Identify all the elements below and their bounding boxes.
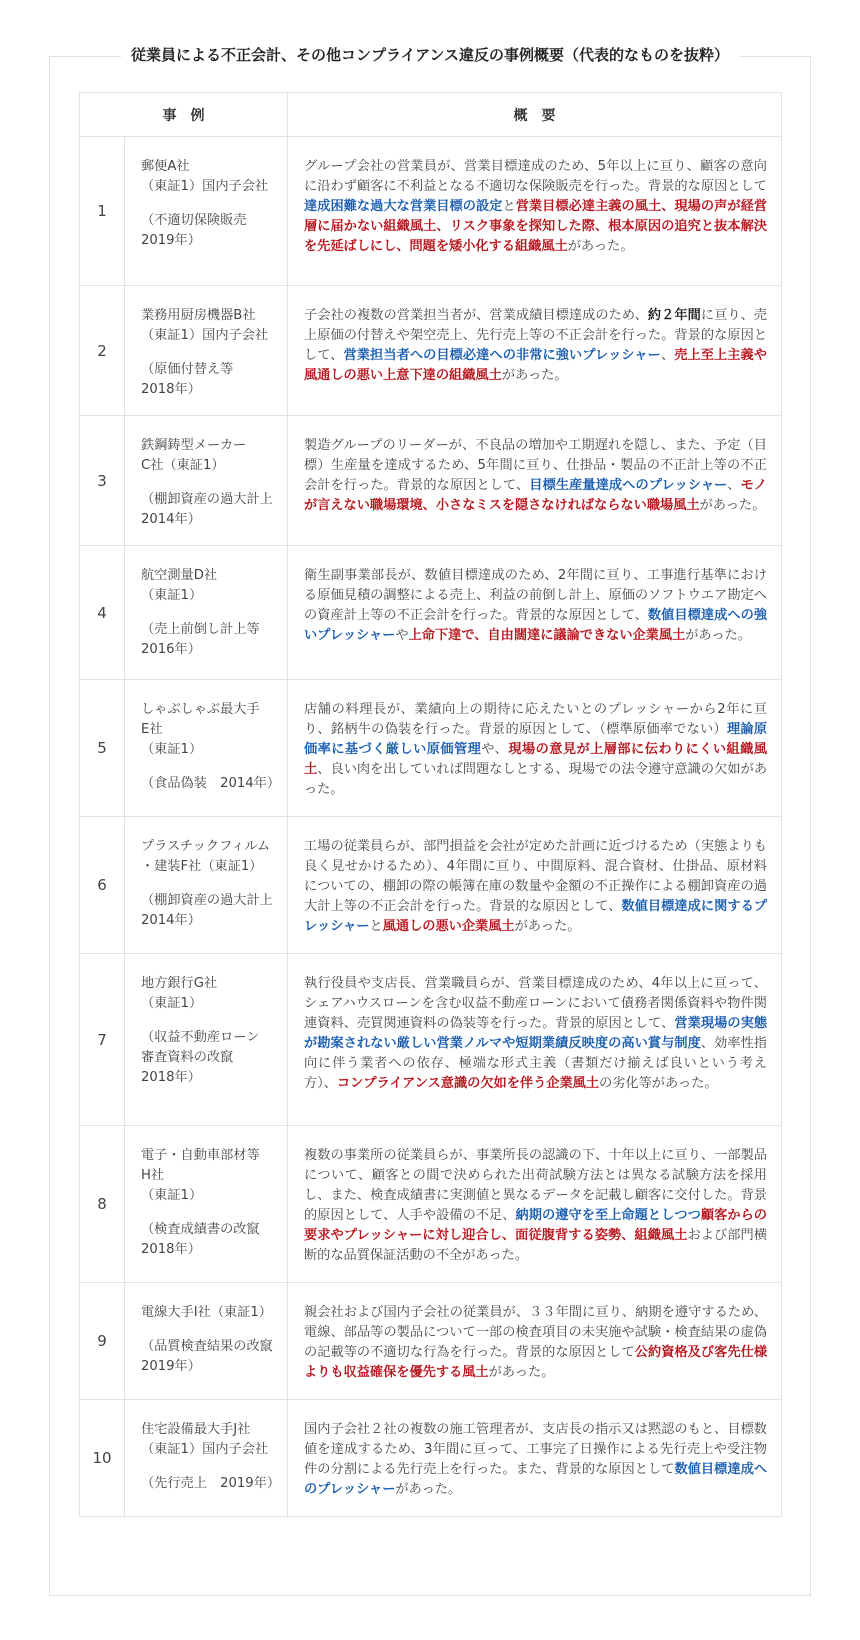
summary-text: 衛生副事業部長が、数値目標達成のため、2年間に亘り、工事進行基準における原価見積の調整による売上、利益の前倒し計上、原価のソフトウエア勘定への資産計上等の不正会計を行った。背景的な原因として、 <box>304 568 767 623</box>
summary-text: 工場の従業員らが、部門損益を会社が定めた計画に近づけるため（実態よりも良く見せかけるため）、4年間に亘り、中間原料、混合資材、仕掛品、原材料についての、棚卸の際の帳簿在庫の数量や金額の不正操作による棚卸資産の過大計上等の不正会計を行った。背景的な原因として、 <box>304 839 767 914</box>
case-type-line: （品質検査結果の改竄 <box>141 1339 273 1354</box>
pressure-highlight: 数値目標達成に関するプレッシャー <box>304 899 768 934</box>
case-summary <box>288 817 782 954</box>
company-name-line: 電線大手I社（東証1） <box>141 1305 272 1320</box>
pressure-highlight: 数値目標達成へのプレッシャー <box>304 1462 768 1497</box>
summary-text: があった。 <box>488 1365 555 1380</box>
company-name-line: （東証1）国内子会社 <box>141 179 269 194</box>
company-name-line: 鉄鋼鋳型メーカー <box>141 438 247 453</box>
summary-text: があった。 <box>395 1482 462 1497</box>
case-summary <box>288 546 782 680</box>
case-number: 3 <box>80 416 125 546</box>
case-number: 9 <box>80 1283 125 1400</box>
summary-text: 、良い肉を出していれば問題なしとする、現場での法令遵守意識の欠如があった。 <box>304 762 768 797</box>
spacer <box>141 1323 279 1337</box>
culture-highlight: モノが言えない職場環境、小さなミスを隠さなければならない職場風土 <box>304 478 767 513</box>
summary-text: 、 <box>660 348 675 363</box>
table-row <box>80 1400 782 1517</box>
summary-text: および部門横断的な品質保証活動の不全があった。 <box>304 1228 768 1263</box>
case-type-line: （棚卸資産の過大計上 <box>141 492 273 507</box>
company-name-line: プラスチックフィルム <box>141 839 271 854</box>
case-type-line: 2014年） <box>141 913 201 928</box>
case-type-line: 2016年） <box>141 642 201 657</box>
case-company <box>125 954 288 1126</box>
culture-highlight: 上命下達で、自由闊達に議論できない企業風土 <box>408 628 686 643</box>
summary-text: があった。 <box>501 368 568 383</box>
case-summary <box>288 954 782 1126</box>
company-name-line: （東証1） <box>141 996 203 1011</box>
case-type-line: （食品偽装 2014年） <box>141 776 281 791</box>
case-company <box>125 817 288 954</box>
company-name-line: （東証1）国内子会社 <box>141 328 269 343</box>
case-type-line: 2019年） <box>141 233 201 248</box>
pressure-highlight: 数値目標達成への強いプレッシャー <box>304 608 768 643</box>
case-type-line: （原価付替え等 <box>141 362 234 377</box>
case-type-line: 2018年） <box>141 1070 201 1085</box>
pressure-highlight: 目標生産量達成へのプレッシャー <box>529 478 728 493</box>
case-number: 10 <box>80 1400 125 1517</box>
summary-text: 製造グループのリーダーが、不良品の増加や工期遅れを隠し、また、予定（目標）生産量を達成するため、5年間に亘り、仕掛品・製品の不正計上等の不正会計を行った。背景的な原因として、 <box>304 438 767 493</box>
company-name-line: （東証1） <box>141 1188 203 1203</box>
company-name-line: 電子・自動車部材等 <box>141 1148 260 1163</box>
page-title <box>49 44 811 66</box>
summary-text: があった。 <box>514 919 581 934</box>
page-title-text: 従業員による不正会計、その他コンプライアンス違反の事例概要（代表的なものを抜粋） <box>121 46 739 64</box>
case-summary <box>288 137 782 286</box>
company-name-line: 郵便A社 <box>141 159 190 174</box>
company-name-line: 航空測量D社 <box>141 568 218 583</box>
summary-text: や <box>395 628 409 643</box>
case-company <box>125 546 288 680</box>
case-type-line: （先行売上 2019年） <box>141 1476 281 1491</box>
case-number: 7 <box>80 954 125 1126</box>
culture-highlight: 公約資格及び客先仕様よりも収益確保を優先する風土 <box>304 1345 768 1380</box>
company-name-line: 住宅設備最大手J社 <box>141 1422 251 1437</box>
culture-highlight: コンプライアンス意識の欠如を伴う企業風土 <box>336 1076 600 1091</box>
summary-text: があった。 <box>699 498 766 513</box>
company-name-line: （東証1） <box>141 742 203 757</box>
table-header-row <box>80 93 782 137</box>
table-body <box>80 137 782 1517</box>
case-type-line: 審査資料の改竄 <box>141 1050 234 1065</box>
case-company <box>125 286 288 416</box>
company-name-line: 業務用厨房機器B社 <box>141 308 256 323</box>
company-name-line: （東証1） <box>141 588 203 603</box>
case-table <box>79 92 782 1517</box>
case-number: 8 <box>80 1126 125 1283</box>
case-summary <box>288 416 782 546</box>
case-company <box>125 1126 288 1283</box>
case-company <box>125 680 288 817</box>
summary-text: の劣化等があった。 <box>599 1076 718 1091</box>
table-row <box>80 1283 782 1400</box>
culture-highlight: 顧客からの要求やプレッシャーに対し迎合し、面従腹背する姿勢、組織風土 <box>304 1208 767 1243</box>
summary-text: 店舗の料理長が、業績向上の期待に応えたいとのプレッシャーから2年に亘り、銘柄牛の偽装を行った。背景的原因として、（標準原価率でない） <box>304 702 767 737</box>
case-number: 2 <box>80 286 125 416</box>
case-company <box>125 137 288 286</box>
case-type-line: 2019年） <box>141 1359 201 1374</box>
case-summary <box>288 1126 782 1283</box>
pressure-highlight: 納期の遵守を至上命題としつつ <box>515 1208 701 1223</box>
company-name-line: ・建装F社（東証1） <box>141 859 263 874</box>
emphasis-text: 約２年間 <box>647 308 701 323</box>
summary-text: があった。 <box>685 628 752 643</box>
company-name-line: 地方銀行G社 <box>141 976 218 991</box>
case-summary <box>288 1400 782 1517</box>
case-type-line: 2018年） <box>141 1242 201 1257</box>
summary-text: グループ会社の営業員が、営業目標達成のため、5年以上に亘り、顧客の意向に沿わず顧客に不利益となる不適切な保険販売を行った。背景的な原因として <box>304 159 767 194</box>
case-type-line: （検査成績書の改竄 <box>141 1222 260 1237</box>
summary-text: 子会社の複数の営業担当者が、営業成績目標達成のため、 <box>304 308 648 323</box>
table-row <box>80 817 782 954</box>
case-type-line: 2018年） <box>141 382 201 397</box>
case-company <box>125 1400 288 1517</box>
case-type-line: （不適切保険販売 <box>141 213 247 228</box>
table-row <box>80 954 782 1126</box>
company-name-line: E社 <box>141 722 163 737</box>
pressure-highlight: 営業現場の実態が勘案されない厳しい営業ノルマや短期業績反映度の高い賞与制度 <box>304 1016 768 1051</box>
spacer <box>141 197 279 211</box>
case-type-line: （棚卸資産の過大計上 <box>141 893 273 908</box>
header-case: 事例 <box>80 93 288 137</box>
summary-text: 、効率性指向に伴う業者への依存、極端な形式主義（書類だけ揃えば良いという考え方）、 <box>304 1036 767 1091</box>
summary-text: に亘り、売上原価の付替えや架空売上、先行売上等の不正会計を行った。背景的な原因として、 <box>304 308 767 363</box>
case-number: 1 <box>80 137 125 286</box>
summary-text: 複数の事業所の従業員らが、事業所長の認識の下、十年以上に亘り、一部製品について、顧客との間で決められた出荷試験方法とは異なる試験方法を採用し、また、検査成績書に実測値と異なるデータを記載し顧客に交付した。背景的原因として、人手や設備の不足、 <box>304 1148 767 1223</box>
culture-highlight: 風通しの悪い企業風土 <box>382 919 515 934</box>
pressure-highlight: 理論原価率に基づく厳しい原価管理 <box>304 722 768 757</box>
company-name-line: （東証1）国内子会社 <box>141 1442 269 1457</box>
case-company <box>125 416 288 546</box>
case-company <box>125 1283 288 1400</box>
summary-text: と <box>502 199 516 214</box>
summary-text: 国内子会社２社の複数の施工管理者が、支店長の指示又は黙認のもと、目標数値を達成するため、3年間に亘って、工事完了日操作による先行売上や受注物件の分割による先行売上を行った。また、背景的な原因として <box>304 1422 767 1477</box>
header-summary: 概要 <box>288 93 782 137</box>
pressure-highlight: 営業担当者への目標必達への非常に強いプレッシャー <box>343 348 661 363</box>
culture-highlight: 売上至上主義や風通しの悪い上意下達の組織風土 <box>304 348 767 383</box>
company-name-line: しゃぶしゃぶ最大手 <box>141 702 260 717</box>
summary-text: 、 <box>727 478 741 493</box>
case-type-line: （収益不動産ローン <box>141 1030 260 1045</box>
spacer <box>141 346 279 360</box>
case-summary <box>288 680 782 817</box>
case-summary <box>288 286 782 416</box>
company-name-line: H社 <box>141 1168 165 1183</box>
case-summary <box>288 1283 782 1400</box>
summary-text: 執行役員や支店長、営業職員らが、営業目標達成のため、4年以上に亘って、シェアハウスローンを含む収益不動産ローンにおいて債務者関係資料や物件関連資料、売買関連資料の偽装等を行った。背景的原因として、 <box>304 976 767 1031</box>
case-type-line: （売上前倒し計上等 <box>141 622 260 637</box>
summary-text: があった。 <box>567 239 634 254</box>
summary-text: や、 <box>481 742 509 757</box>
case-number: 6 <box>80 817 125 954</box>
summary-text: 親会社および国内子会社の従業員が、３３年間に亘り、納期を遵守するため、電線、部品等の製品について一部の検査項目の未実施や試験・検査結果の虚偽の記載等の不適切な行為を行った。背景的な原因として <box>304 1305 767 1360</box>
culture-highlight: 営業目標必達主義の風土、現場の声が経営層に届かない組織風土、リスク事象を探知した際、根本原因の追究と抜本解決を先延ばしにし、問題を矮小化する組織風土 <box>304 199 768 254</box>
case-number: 4 <box>80 546 125 680</box>
spacer <box>141 1460 279 1474</box>
spacer <box>141 476 279 490</box>
spacer <box>141 1014 279 1028</box>
spacer <box>141 760 279 774</box>
summary-text: と <box>369 919 383 934</box>
case-type-line: 2014年） <box>141 512 201 527</box>
table-row <box>80 680 782 817</box>
table-row <box>80 286 782 416</box>
company-name-line: C社（東証1） <box>141 458 225 473</box>
spacer <box>141 877 279 891</box>
case-number: 5 <box>80 680 125 817</box>
table-row <box>80 416 782 546</box>
spacer <box>141 606 279 620</box>
spacer <box>141 1206 279 1220</box>
table-row <box>80 546 782 680</box>
culture-highlight: 現場の意見が上層部に伝わりにくい組織風土 <box>304 742 767 777</box>
table-row <box>80 1126 782 1283</box>
pressure-highlight: 達成困難な過大な営業目標の設定 <box>304 199 503 214</box>
table-row <box>80 137 782 286</box>
